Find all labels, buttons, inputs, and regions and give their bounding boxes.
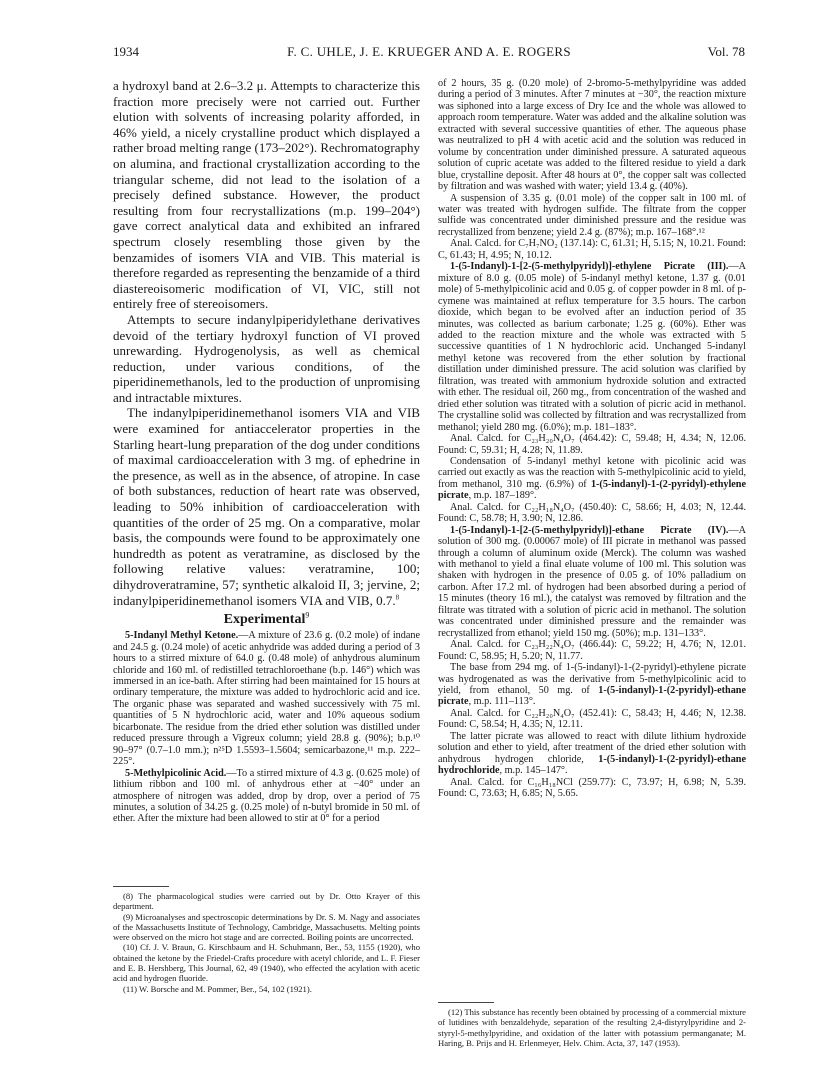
left-column <box>113 78 420 825</box>
compound-name: 1-(5-indanyl)-1-(2-pyridyl)-ethane picrate <box>438 685 746 708</box>
paragraph: The indanylpiperidinemethanol isomers VIA and VIB were examined for antiaccelerator properties in the Starling heart-lung preparation of the dog under conditions of maximal cardioacceleration with 3 mg. of ephedrine in the presence, as well as in the absence, of atropine. In case of both substances, reduction of heart rate was observed, leading to 50% inhibition of cardioacceleration with quantities of the order of 25 mg. On a comparative, molar basis, the compounds were found to be approximately one hundredth as potent as veratramine, as disclosed by the following relative values: veratramine, 100; dihydroveratramine, 57; synthetic alkaloid II, 3; jervine, 2; indanylpiperidinemethanol isomers VIA and VIB, 0.7.$^8$ <box>113 405 420 608</box>
footnote: (11) W. Borsche and M. Pommer, Ber., 54, 102 (1921). <box>123 983 312 994</box>
analysis-line: Anal. Calcd. for C₇H₇NO₂ (137.14): C, 61.31; H, 5.15; N, 10.21. Found: C, 61.43; H, 4.95; N, 10.12. <box>438 238 746 261</box>
running-title: F. C. UHLE, J. E. KRUEGER AND A. E. ROGERS <box>287 44 571 59</box>
analysis-line: Anal. Calcd. for C₂₂H₁₈N₄O₇ (450.40): C, 58.66; H, 4.03; N, 12.44. Found: C, 58.78; H, 3.90; N, 12.86. <box>438 501 746 525</box>
analysis-line: Anal. Calcd. for C₁₆H₁₈NCl (259.77): C, 73.97; H, 6.98; N, 5.39. Found: C, 73.63; H, 6.85; N, 5.65. <box>438 776 746 800</box>
compound-title: 5-Methylpicolinic Acid. <box>125 767 227 779</box>
procedure-paragraph: of 2 hours, 35 g. (0.20 mole) of 2-bromo-5-methylpyridine was added during a period of 3 minutes. After 7 minutes at −30°, the reaction mixture was siphoned into a large excess of Dry Ice and the whole was allowed to approach room temperature. Water was added and the alkaline solution was extracted with several successive quantities of ether. The aqueous phase was neutralized to pH 4 with acetic acid and the solution was reduced in volume by concentration under diminished pressure. A saturated aqueous solution of cupric acetate was added to the filtered residue to yield a dark blue, crystalline deposit. After 48 hours at 0°, the copper salt was collected by filtration and was washed with water; yield 13.4 g. (40%). <box>438 78 746 193</box>
procedure-paragraph: 1-(5-Indanyl)-1-[2-(5-methylpyridyl)]-ethylene Picrate (III).—A mixture of 8.0 g. (0.05 mole) of 5-indanyl methyl ketone, 1.37 g. (0.01 mole) of 5-methylpicolinic acid and 0.05 g. of copper powder in 8 ml. of p-cymene was maintained at reflux temperature for 3.5 hours. The carbon dioxide, which began to be evolved after an induction period of 35 minutes, was collected as barium carbonate; 1.25 g. (60%). Ether was added to the reaction mixture and the whole was extracted with 5 successive quantities of 1 N hydrochloric acid. Unchanged 5-indanyl methyl ketone was recovered from the ether solution by fractional distillation under diminished pressure. The acid solution was clarified by filtration, was treated with ammonium hydroxide solution and extracted with ether. The residual oil, 260 mg., from concentration of the washed and dried ether solution was titrated with a solution of picric acid in methanol. The crystalline solid was collected by filtration and was recrystallized from methanol; yield 280 mg. (6.0%); m.p. 181–183°. <box>438 261 746 433</box>
right-column <box>438 78 746 800</box>
procedure-paragraph: Condensation of 5-indanyl methyl ketone with picolinic acid was carried out exactly as was the reaction with 5-methylpicolinic acid to yield, from methanol, 310 mg. (6.9%) of 1-(5-indanyl)-1-(2-pyridyl)-ethylene picrate, m.p. 187–189°. <box>438 455 746 502</box>
procedure-paragraph: 1-(5-Indanyl)-1-[2-(5-methylpyridyl)]-ethane Picrate (IV).—A solution of 300 mg. (0.00067 mole) of III picrate in methanol was passed through a column of aluminum oxide (Merck). The column was washed with methanol to yield a final eluate volume of 100 ml. This solution was shaken with hydrogen in the presence of 0.05 g. of 10% palladium on carbon. After 17.2 ml. of hydrogen had been absorbed during a period of 15 minutes (theory 16 ml.), the catalyst was removed by filtration and the filtrate was titrated with a solution of picric acid in methanol. The solution was concentrated under diminished pressure and the remainder was recrystallized from ethanol; yield 150 mg. (50%); m.p. 131–133°. <box>438 524 746 639</box>
procedure-paragraph: 5-Indanyl Methyl Ketone.—A mixture of 23.6 g. (0.2 mole) of indane and 24.5 g. (0.24 mole) of acetic anhydride was added during a period of 3 hours to a stirred mixture of 64.0 g. (0.48 mole) of anhydrous aluminum chloride and 160 ml. of redistilled tetrachloroethane (b.p. 146°) which was immersed in an ice-bath. After stirring had been maintained for 15 hours at ordinary temperature, the mixture was added to hydrochloric acid and ice. The organic phase was separated and washed successively with 75 ml. quantities of 5 N hydrochloric acid, water and 10% aqueous sodium bicarbonate. The residue from the dried ether solution was distilled under reduced pressure through a Vigreux column; yield 28.8 g. (90%); b.p.¹⁰ 90–97° (0.7–1.0 mm.); n²⁵D 1.5593–1.5604; semicarbazone,¹¹ m.p. 222–225°. <box>113 630 420 768</box>
footnote-divider <box>438 1002 494 1003</box>
section-heading: Experimental$^9$ <box>223 610 310 628</box>
volume-label: Vol. 78 <box>707 44 745 59</box>
footnotes-left <box>113 882 420 994</box>
footnote-ref: 8 <box>395 593 400 602</box>
procedure-paragraph: The latter picrate was allowed to react with dilute lithium hydroxide solution and ether to yield, after treatment of the dried ether solution with anhydrous hydrogen chloride, 1-(5-indanyl)-1-(2-pyridyl)-ethane hydrochloride, m.p. 145–147°. <box>438 730 746 777</box>
compound-title: 1-(5-Indanyl)-1-[2-(5-methylpyridyl)]-ethane Picrate (IV). <box>450 524 729 536</box>
footnotes-right <box>438 998 746 1048</box>
footnote: (12) This substance has recently been obtained by processing of a commercial mixture of lutidines with benzaldehyde, separation of the resulting 2,4-distyrylpyridine and 2-styryl-5-methylpyridine, and oxidation of the latter with potassium permanganate; M. Haring, B. Prijs and H. Erlenmeyer, Helv. Chim. Acta, 37, 147 (1953). <box>438 1007 746 1048</box>
analysis-line: Anal. Calcd. for C₂₃H₂₂N₄O₇ (466.44): C, 59.22; H, 4.76; N, 12.01. Found: C, 58.95; H, 5.20; N, 11.77. <box>438 639 746 662</box>
compound-title: 5-Indanyl Methyl Ketone. <box>125 630 239 642</box>
footnote: (8) The pharmacological studies were carried out by Dr. Otto Krayer of this department. <box>113 891 420 912</box>
running-header <box>113 44 745 60</box>
page-number: 1934 <box>113 44 139 59</box>
compound-title: 1-(5-Indanyl)-1-[2-(5-methylpyridyl)]-ethylene Picrate (III). <box>450 261 729 273</box>
procedure-paragraph: A suspension of 3.35 g. (0.01 mole) of the copper salt in 100 ml. of water was treated with hydrogen sulfide. The filtrate from the copper sulfide was concentrated under diminished pressure and the residue was recrystallized from benzene; yield 2.4 g. (87%); m.p. 167–168°.¹² <box>438 192 746 238</box>
footnote: (9) Microanalyses and spectroscopic determinations by Dr. S. M. Nagy and associates of the Massachusetts Institute of Technology, Cambridge, Massachusetts. Melting points were observed on the micro hot stage and are corrected. Boiling points are uncorrected. <box>113 911 420 943</box>
footnote-ref: 9 <box>305 610 310 620</box>
paragraph: Attempts to secure indanylpiperidylethane derivatives devoid of the tertiary hydroxyl function of VI proved unrewarding. Hydrogenolysis, as well as chemical reduction, under various conditions, of the piperidinemethanols, led to the production of unpromising and intractable mixtures. <box>113 311 420 405</box>
procedure-paragraph: 5-Methylpicolinic Acid.—To a stirred mixture of 4.3 g. (0.625 mole) of lithium ribbon and 100 ml. of anhydrous ether at −40° under an atmosphere of nitrogen was added, drop by drop, over a period of 75 minutes, a solution of 34.25 g. (0.25 mole) of n-butyl bromide in 50 ml. of ether. After the mixture had been allowed to stir at 0° for a period <box>113 767 420 825</box>
analysis-line: Anal. Calcd. for C₂₃H₂₀N₄O₇ (464.42): C, 59.48; H, 4.34; N, 12.06. Found: C, 59.31; H, 4.28; N, 11.89. <box>438 433 746 456</box>
footnote: (10) Cf. J. V. Braun, G. Kirschbaum and H. Schuhmann, Ber., 53, 1155 (1920), who obtained the ketone by the Friedel-Crafts procedure with acetyl chloride, and L. F. Fieser and E. B. Hershberg, This Journal, 62, 49 (1940), who effected the acylation with acetic acid and hydrogen fluoride. <box>113 942 420 984</box>
analysis-line: Anal. Calcd. for C₂₂H₂₀N₄O₇ (452.41): C, 58.43; H, 4.46; N, 12.38. Found: C, 58.54; H, 4.35; N, 12.11. <box>438 707 746 731</box>
procedure-paragraph: The base from 294 mg. of 1-(5-indanyl)-1-(2-pyridyl)-ethylene picrate was hydrogenated as was the derivative from 5-methylpicolinic acid to yield, from ethanol, 50 mg. of 1-(5-indanyl)-1-(2-pyridyl)-ethane picrate, m.p. 111–113°. <box>438 662 746 708</box>
compound-name: 1-(5-indanyl)-1-(2-pyridyl)-ethylene picrate <box>438 478 746 502</box>
paragraph: a hydroxyl band at 2.6–3.2 μ. Attempts to characterize this fraction more precisely were not carried out. Further elution with solvents of increasing polarity afforded, in 46% yield, a nicely crystalline product which displayed a rather broad melting range (173–202°). Rechromatography on alumina, and fractional crystallization according to the triangular scheme, did not lead to the isolation of a precisely defined substance. However, the product resulting from four recrystallizations (m.p. 199–204°) gave correct analytical data and exhibited an infrared spectrum closely resembling those given by the benzamides of isomers VIA and VIB. This material is therefore regarded as representing the benzamide of a third diastereoisomeric modification of VI, VIC, still not entirely free of stereoisomers. <box>113 78 420 312</box>
footnote-divider <box>113 886 169 887</box>
compound-name: 1-(5-indanyl)-1-(2-pyridyl)-ethane hydrochloride <box>438 753 746 777</box>
